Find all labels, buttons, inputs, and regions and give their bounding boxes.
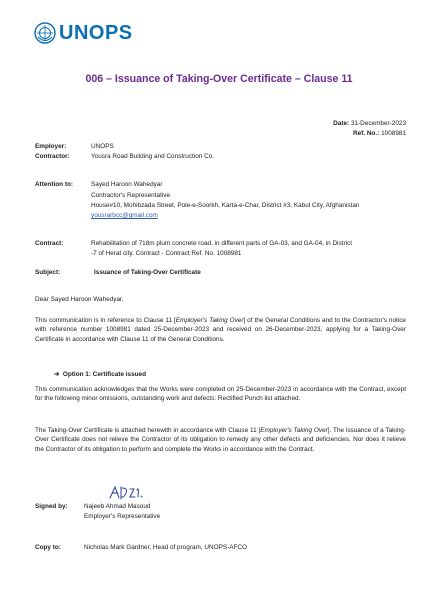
ref-line <box>353 129 406 138</box>
copy-to-value: Nicholas Mark Gardner, Head of program, UNOPS-AFCO <box>84 544 248 551</box>
signatory-role: Employer's Representative <box>84 513 161 520</box>
subject-label: Subject: <box>35 269 61 276</box>
contract-line-2: -7 of Herat city. Contract - Contract Ref. No. 1008981 <box>91 250 242 257</box>
ref-label: Ref. No.: <box>353 130 380 137</box>
attention-role: Contractor's Representative <box>91 192 171 199</box>
subject-value: Issuance of Taking-Over Certificate <box>94 269 201 276</box>
salutation: Dear Sayed Haroon Wahedyar, <box>35 296 124 303</box>
paragraph-reference <box>35 316 406 344</box>
attention-label: Attention to: <box>35 181 73 188</box>
copy-to-label: Copy to: <box>35 544 61 551</box>
date-value: 31-December-2023 <box>350 120 406 127</box>
signed-by-label: Signed by: <box>35 503 68 510</box>
attention-name: Sayed Haroon Wahedyar <box>91 181 163 188</box>
document-title: 006 – Issuance of Taking-Over Certificate – Clause 11 <box>85 73 353 85</box>
contractor-value: Yousra Road Building and Construction Co. <box>91 153 215 160</box>
paragraph-acknowledgement: This communication acknowledges that the Works were completed on 25-December-2023 in accordance with the Contract, except for the following minor omissions, outstanding work and defects: Rectified Punch list attached. <box>35 386 406 403</box>
handwritten-signature <box>108 484 146 502</box>
arrow-icon: ➔ <box>54 371 60 378</box>
unops-logo <box>34 20 133 46</box>
ref-value: 1008981 <box>381 130 406 137</box>
date-line <box>333 119 406 128</box>
contract-label: Contract: <box>35 240 64 247</box>
signatory-name: Najeeb Ahmad Masoud <box>84 503 151 510</box>
option-label: Option 1: Certificate issued <box>62 371 147 378</box>
un-emblem-icon <box>34 22 56 44</box>
employer-label: Employer: <box>35 143 67 150</box>
paragraph-certificate-part-1: The Taking-Over Certificate is attached herewith in accordance with Clause 11 [ <box>35 427 261 434</box>
contractor-label: Contractor: <box>35 153 70 160</box>
paragraph-reference-part-2: ] of the General Conditions and to the Contractor's notice with reference number 1008981 dated 25-December-2023 and received on 26-December-2023, applying for a Taking-Over Certificate in accordance with Clause 11 of the General Conditions. <box>35 317 406 343</box>
paragraph-certificate-emphasis: Employer's Taking Over <box>260 427 328 434</box>
paragraph-certificate-part-2: ]. The issuance of a Taking-Over Certificate does not relieve the Contractor of its obligation to remedy any other defects and deficiencies. Nor does it relieve the Contractor of its obligation to perform and complete the Works in accordance with the Contract. <box>35 427 406 453</box>
employer-value: UNOPS <box>91 143 114 150</box>
paragraph-reference-emphasis: Employer's Taking Over <box>175 317 244 324</box>
brand-name: UNOPS <box>59 21 133 44</box>
date-label: Date: <box>333 120 350 127</box>
attention-address: House#10, Mohibzada Street, Pole-e-Soorkh, Karta-e-Char, District #3, Kabul City, Afghanistan <box>91 202 360 209</box>
attention-email-link[interactable]: yousrarbcc@gmail.com <box>91 212 158 219</box>
option-heading <box>54 370 146 379</box>
paragraph-reference-part-1: This communication is in reference to Clause 11 [ <box>35 317 176 324</box>
paragraph-certificate <box>35 426 406 454</box>
contract-line-1: Rehabilitation of 718m plum concrete road, in different parts of GA-03, and GA-04, in District <box>91 240 352 247</box>
